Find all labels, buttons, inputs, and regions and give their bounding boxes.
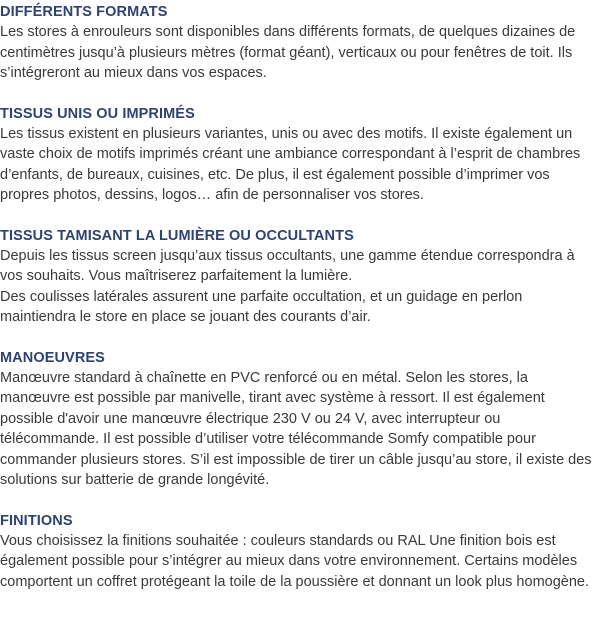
section-tissus-unis xyxy=(0,104,600,206)
section-formats xyxy=(0,2,600,84)
section-paragraph: Vous choisissez la finitions souhaitée : couleurs standards ou RAL Une finition bois est également possible pour s’intégrer au mieux dans votre environnement. Certains modèles comportent un coffret protégeant la toile de la poussière et donnant un look plus homogène. xyxy=(0,532,589,590)
section-heading: FINITIONS xyxy=(0,512,73,529)
section-paragraph: Depuis les tissus screen jusqu’aux tissus occultants, une gamme étendue correspondra à vos souhaits. Vous maîtriserez parfaitement la lumière. xyxy=(0,247,575,284)
section-tissus-tamisant xyxy=(0,226,600,328)
section-manoeuvres xyxy=(0,348,600,491)
section-paragraph: Les stores à enrouleurs sont disponibles dans différents formats, de quelques dizaines de centimètres jusqu’à plusieurs mètres (format géant), verticaux ou pour fenêtres de toit. Ils s’intégreront au mieux dans vos espaces. xyxy=(0,24,576,81)
section-finitions xyxy=(0,511,600,593)
section-heading: MANOEUVRES xyxy=(0,349,105,366)
section-paragraph: Des coulisses latérales assurent une parfaite occultation, et un guidage en perlon maintiendra le store en place se jouant des courants d’air. xyxy=(0,288,523,325)
section-heading: TISSUS TAMISANT LA LUMIÈRE OU OCCULTANTS xyxy=(0,227,354,244)
section-heading: TISSUS UNIS OU IMPRIMÉS xyxy=(0,105,195,122)
section-paragraph: Manœuvre standard à chaînette en PVC renforcé ou en métal. Selon les stores, la manœuvre est possible par manivelle, tirant avec système à ressort. Il est également possible d'avoir une manœuvre électrique 230 V ou 24 V, avec interrupteur ou télécommande. Il est possible d’utiliser votre télécommande Somfy compatible pour commander plusieurs stores. S’il est impossible de tirer un câble jusqu’au store, il existe des solutions sur batterie de grande longévité. xyxy=(0,369,592,488)
section-paragraph: Les tissus existent en plusieurs variantes, unis ou avec des motifs. Il existe également un vaste choix de motifs imprimés créant une ambiance correspondant à l’esprit de chambres d’enfants, de bureaux, cuisines, etc. De plus, il est également possible d’imprimer vos propres photos, dessins, logos… afin de personnaliser vos stores. xyxy=(0,125,581,203)
section-heading: DIFFÉRENTS FORMATS xyxy=(0,4,168,20)
